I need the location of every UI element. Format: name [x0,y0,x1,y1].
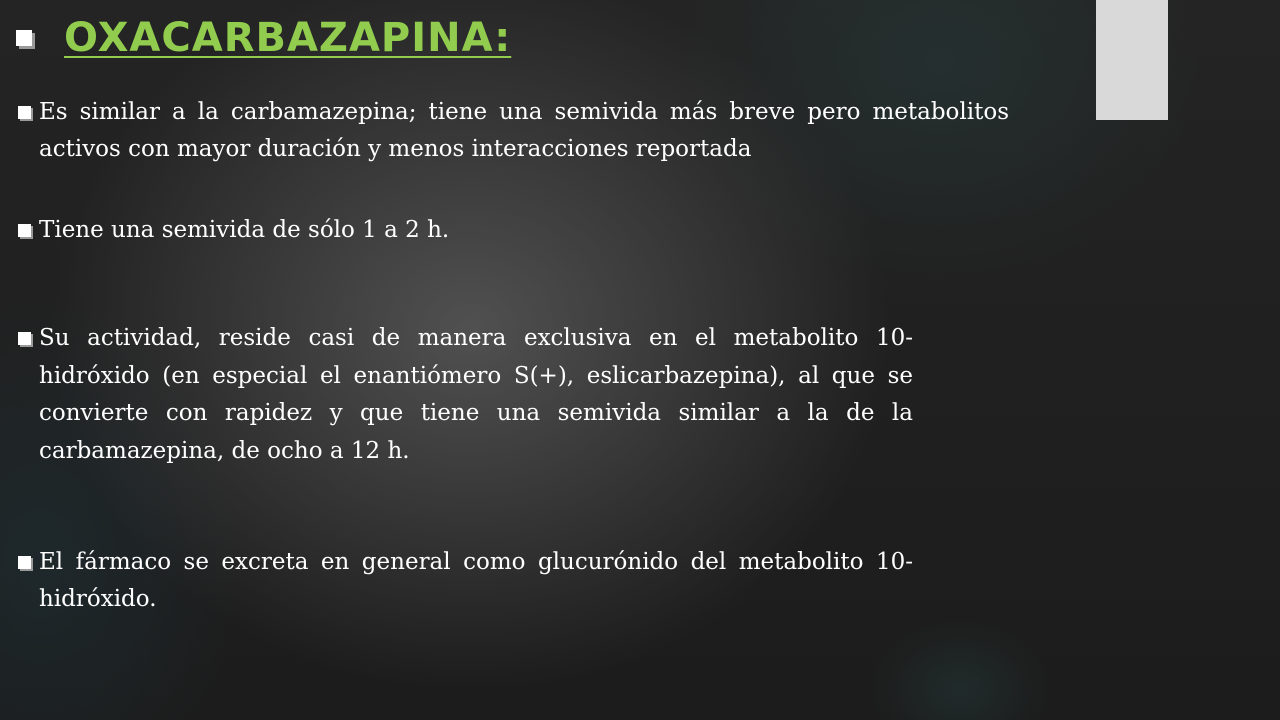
slide-title-row [8,8,511,68]
paragraph-text: Tiene una semivida de sólo 1 a 2 h. [39,217,450,243]
paragraph-text: El fármaco se excreta en general como glucurónido del metabolito 10-hidróxido. [39,549,913,612]
square-bullet-icon [18,332,31,345]
bullet-paragraph [18,320,914,470]
square-bullet-icon [18,106,31,119]
slide-title: OXACARBAZAPINA: [64,15,512,61]
paragraph-text: Es similar a la carbamazepina; tiene una semivida más breve pero metabolitos activos con mayor duración y menos interacciones reportada [39,99,1009,162]
paragraph-text: Su actividad, reside casi de manera exclusiva en el metabolito 10-hidróxido (en especial el enantiómero S(+), eslicarbazepina), al que se convierte con rapidez y que tiene una semivida similar a la de la carbamazepina, de ocho a 12 h. [39,325,913,464]
bullet-paragraph [18,544,914,618]
bullet-paragraph [18,212,1010,249]
square-bullet-icon [18,224,31,237]
square-bullet-icon [18,556,31,569]
bullet-paragraph [18,94,1010,168]
square-bullet-icon [16,30,32,46]
decorative-corner-rectangle [1096,0,1168,120]
